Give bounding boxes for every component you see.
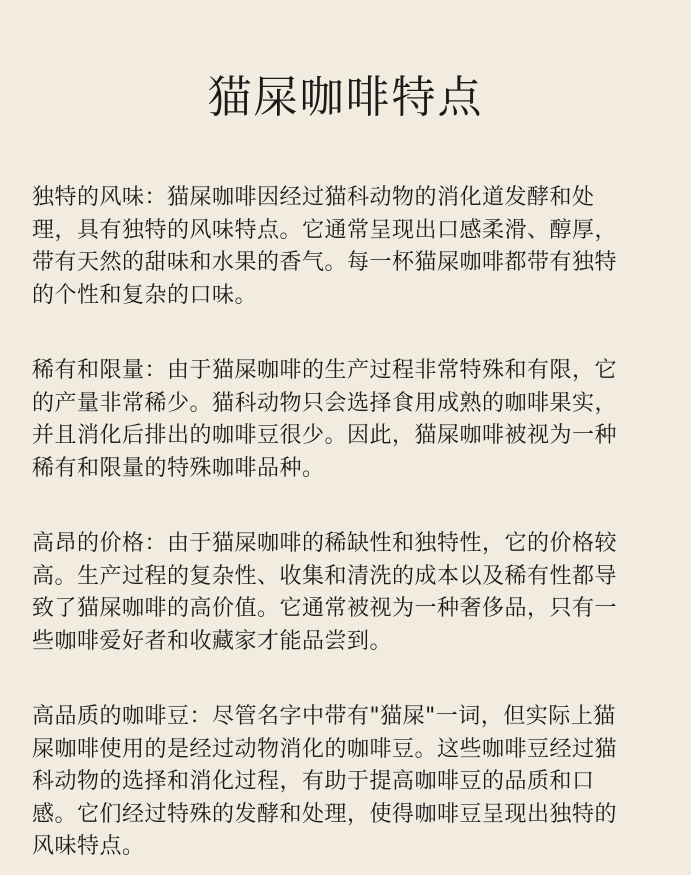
text-line: 高品质的咖啡豆：尽管名字中带有"猫屎"一词，但实际上猫 [32,704,616,729]
text-line: 的产量非常稀少。猫科动物只会选择食用成熟的咖啡果实， [32,390,618,416]
text-line: 感。它们经过特殊的发酵和处理，使得咖啡豆呈现出独特的 [32,801,618,827]
section-rare-limited [32,355,659,485]
text-line: 理，具有独特的风味特点。它通常呈现出口感柔滑、醇厚， [32,217,618,243]
section-unique-flavor [32,182,659,312]
page-title: 猫屎咖啡特点 [207,72,484,123]
text-line: 高。生产过程的复杂性、收集和清洗的成本以及稀有性都导 [32,563,618,589]
text-line: 稀有和限量的特殊咖啡品种。 [32,455,325,481]
text-line: 科动物的选择和消化过程，有助于提高咖啡豆的品质和口 [32,769,595,794]
content-sections [32,182,659,864]
section-high-price [32,528,659,658]
text-line: 致了猫屎咖啡的高价值。它通常被视为一种奢侈品，只有一 [32,596,618,621]
text-line: 稀有和限量：由于猫屎咖啡的生产过程非常特殊和有限，它 [32,358,618,383]
text-line: 的个性和复杂的口味。 [32,282,258,308]
text-line: 并且消化后排出的咖啡豆很少。因此，猫屎咖啡被视为一种 [32,423,618,448]
text-line: 风味特点。 [32,834,145,859]
text-line: 高昂的价格：由于猫屎咖啡的稀缺性和独特性，它的价格较 [32,531,618,556]
text-line: 独特的风味：猫屎咖啡因经过猫科动物的消化道发酵和处 [32,185,595,210]
text-line: 些咖啡爱好者和收藏家才能品尝到。 [32,628,393,654]
text-line: 带有天然的甜味和水果的香气。每一杯猫屎咖啡都带有独特 [32,250,618,275]
text-line: 屎咖啡使用的是经过动物消化的咖啡豆。这些咖啡豆经过猫 [32,736,618,762]
section-high-quality-beans [32,701,659,864]
